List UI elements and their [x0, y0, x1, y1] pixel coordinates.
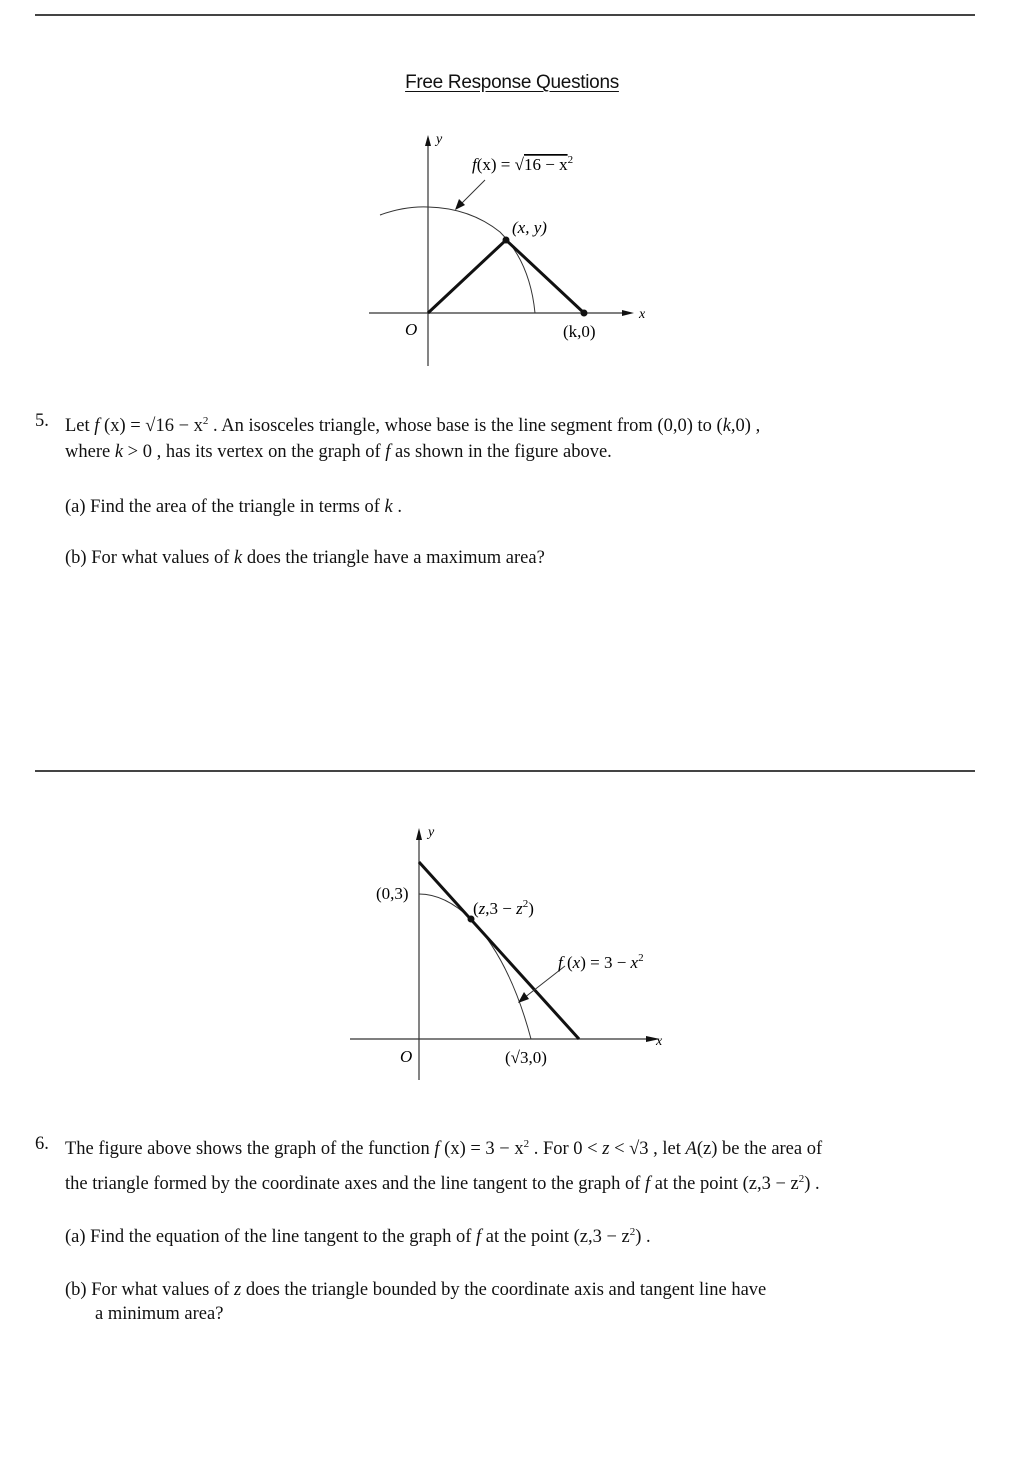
tangent-line — [419, 862, 579, 1039]
question-5-part-a: (a) Find the area of the triangle in terms of k . — [65, 497, 402, 517]
x-axis-label: x — [639, 307, 646, 322]
y-intercept-label: (0,3) — [376, 884, 409, 903]
x-intercept-label: (√3,0) — [505, 1048, 547, 1067]
y-axis-label: y — [436, 132, 443, 147]
pointer-arrow-icon — [518, 992, 529, 1003]
function-label: $f(x) = √16 - x^2$ — [472, 154, 574, 174]
base-end-label: (k,0) — [563, 322, 596, 341]
y-axis-label: y — [428, 825, 435, 840]
origin-label: O — [405, 320, 418, 339]
question-number: 5. — [35, 411, 49, 431]
tangent-point-label: $(z,3 - z^2)$ — [473, 898, 534, 918]
question-6-line-2: the triangle formed by the coordinate axes and the line tangent to the graph of f at the point $(z,3 - z^2)$ . — [65, 1173, 820, 1195]
question-6-part-b-line-2: a minimum area? — [95, 1304, 224, 1324]
question-6-line-1: The figure above shows the graph of the function f $(x) = 3 - x^2$ . For 0 < z < √3 , let A(z) be the area of — [65, 1138, 823, 1160]
vertex-label: (x, y) — [512, 218, 547, 237]
question-6-part-a: (a) Find the equation of the line tangent to the graph of f at the point $(z,3 - z^2)$ . — [65, 1226, 651, 1248]
y-axis-arrow-icon — [416, 828, 422, 840]
question-5-line-2: where k > 0 , has its vertex on the graph of f as shown in the figure above. — [65, 442, 612, 462]
page-title-text: Free Response Questions — [405, 72, 619, 93]
function-label: f $(x) = 3 - x^2$ — [558, 952, 644, 972]
question-number: 6. — [35, 1134, 49, 1154]
origin-label: O — [400, 1047, 413, 1066]
question-5-line-1: Let f $(x) = √16 - x^2$ . An isosceles triangle, whose base is the line segment from (0,0) to (k,0) , — [65, 415, 761, 437]
x-axis-label: x — [656, 1034, 663, 1049]
question-6-part-b: (b) For what values of z does the triangle bounded by the coordinate axis and tangent line have — [65, 1280, 767, 1300]
question-5-part-b: (b) For what values of k does the triangle have a maximum area? — [65, 548, 545, 568]
